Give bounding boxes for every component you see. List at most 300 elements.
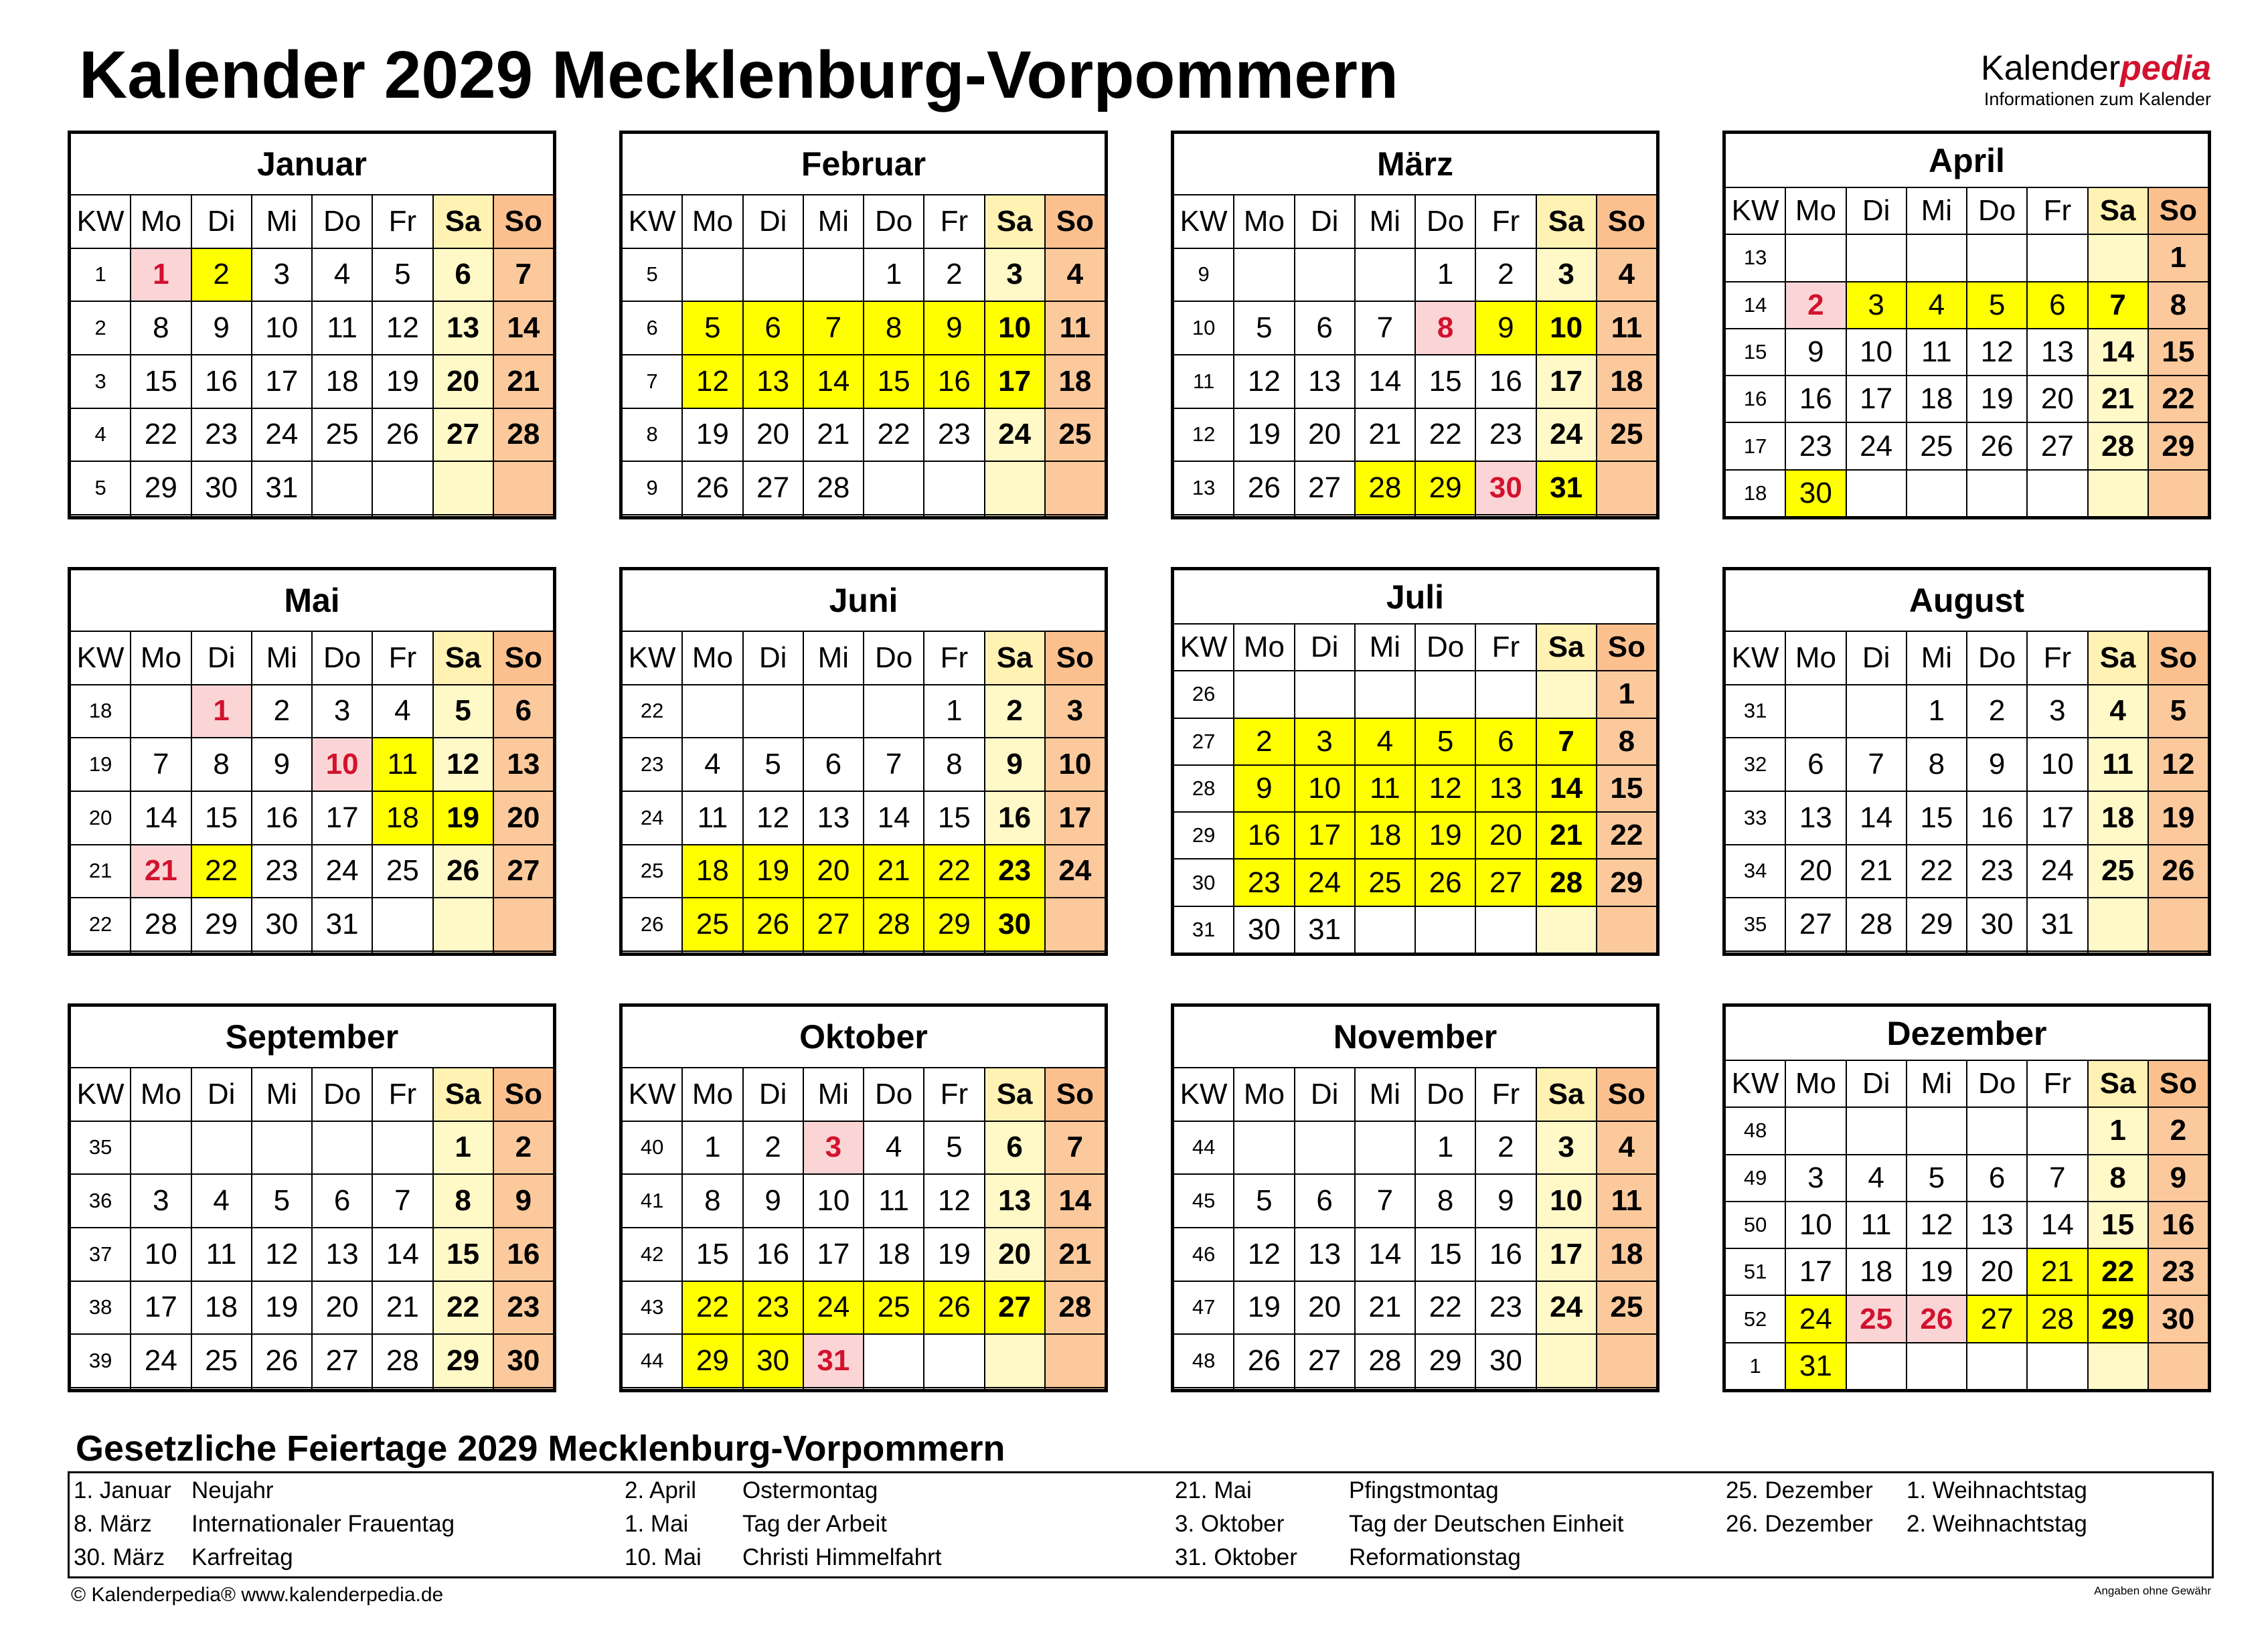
day-cell xyxy=(1536,906,1597,953)
weekday-header: Di xyxy=(1295,1068,1355,1121)
week-number: 44 xyxy=(622,1334,682,1388)
week-number xyxy=(622,951,682,953)
day-cell: 25 xyxy=(864,1281,924,1335)
day-cell: 29 xyxy=(2088,1295,2148,1342)
day-cell: 26 xyxy=(252,1334,312,1388)
day-cell: 27 xyxy=(1475,859,1536,906)
day-cell: 10 xyxy=(1536,301,1597,355)
day-cell xyxy=(743,1388,803,1390)
holiday-date: 26. Dezember xyxy=(1726,1511,1873,1537)
day-cell xyxy=(1295,515,1355,517)
day-cell: 24 xyxy=(1045,845,1105,898)
day-cell: 2 xyxy=(1785,282,1846,329)
day-cell xyxy=(924,1334,984,1388)
day-cell: 18 xyxy=(2088,791,2148,845)
day-cell: 16 xyxy=(2148,1202,2208,1248)
day-cell: 4 xyxy=(191,1174,252,1228)
week-row xyxy=(1173,408,1657,462)
day-cell: 27 xyxy=(1295,1334,1355,1388)
day-cell xyxy=(1967,470,2027,517)
month-februar xyxy=(619,131,1108,519)
month-name: August xyxy=(1725,570,2208,631)
day-cell: 11 xyxy=(2088,738,2148,791)
weekday-header: So xyxy=(2148,187,2208,234)
day-cell xyxy=(1907,1343,1967,1390)
day-cell: 27 xyxy=(2027,422,2087,469)
day-cell: 30 xyxy=(1475,461,1536,515)
day-cell: 29 xyxy=(1597,859,1657,906)
week-number: 46 xyxy=(1173,1228,1234,1281)
day-cell: 14 xyxy=(1355,1228,1415,1281)
weekday-header: Sa xyxy=(2088,631,2148,685)
day-cell: 24 xyxy=(312,845,372,898)
week-row xyxy=(1173,812,1657,859)
week-number: 26 xyxy=(1173,671,1234,718)
day-cell: 5 xyxy=(1907,1155,1967,1202)
holiday-date: 31. Oktober xyxy=(1175,1544,1297,1570)
day-cell: 17 xyxy=(1295,812,1355,859)
week-number: 22 xyxy=(70,898,131,951)
day-cell: 11 xyxy=(1597,301,1657,355)
day-cell xyxy=(924,461,984,515)
week-number xyxy=(1173,1388,1234,1390)
weekday-header: Di xyxy=(1846,187,1907,234)
day-cell xyxy=(2027,951,2087,953)
day-cell: 29 xyxy=(191,898,252,951)
day-cell: 4 xyxy=(1355,718,1415,765)
day-cell: 24 xyxy=(1536,1281,1597,1335)
day-cell: 2 xyxy=(985,685,1045,738)
day-cell: 3 xyxy=(1045,685,1105,738)
day-cell: 24 xyxy=(2027,845,2087,898)
day-cell xyxy=(372,898,432,951)
kw-header: KW xyxy=(622,195,682,248)
day-cell: 26 xyxy=(1907,1295,1967,1342)
week-row xyxy=(1725,282,2208,329)
day-cell: 2 xyxy=(1475,1121,1536,1175)
week-number: 42 xyxy=(622,1228,682,1281)
day-cell: 25 xyxy=(1045,408,1105,462)
day-cell: 22 xyxy=(2088,1248,2148,1295)
weekday-header: Di xyxy=(1295,624,1355,671)
day-cell xyxy=(1234,1121,1294,1175)
day-cell xyxy=(682,1388,742,1390)
day-cell xyxy=(1475,671,1536,718)
day-cell: 2 xyxy=(1967,685,2027,738)
day-cell: 14 xyxy=(493,301,554,355)
day-cell: 9 xyxy=(2148,1155,2208,1202)
month-name: März xyxy=(1173,133,1657,195)
day-cell: 1 xyxy=(2088,1107,2148,1154)
day-cell: 6 xyxy=(1475,718,1536,765)
day-cell: 8 xyxy=(433,1174,493,1228)
day-cell xyxy=(743,248,803,302)
day-cell: 9 xyxy=(1967,738,2027,791)
holidays-title: Gesetzliche Feiertage 2029 Mecklenburg-Vorpommern xyxy=(76,1428,1005,1469)
weekday-header: Di xyxy=(191,631,252,685)
week-row xyxy=(1173,355,1657,408)
month-name: Juli xyxy=(1173,570,1657,624)
day-cell: 27 xyxy=(312,1334,372,1388)
week-number: 9 xyxy=(622,461,682,515)
weekday-header: Mi xyxy=(252,195,312,248)
day-cell: 20 xyxy=(1967,1248,2027,1295)
day-cell: 12 xyxy=(924,1174,984,1228)
day-cell: 23 xyxy=(743,1281,803,1335)
week-row xyxy=(70,1228,554,1281)
holiday-name: Tag der Deutschen Einheit xyxy=(1349,1511,1624,1537)
day-cell: 2 xyxy=(191,248,252,302)
weekday-header: Mo xyxy=(1234,624,1294,671)
holiday-name: Internationaler Frauentag xyxy=(191,1511,455,1537)
day-cell: 27 xyxy=(433,408,493,462)
day-cell: 30 xyxy=(493,1334,554,1388)
day-cell xyxy=(493,461,554,515)
brand-logo[interactable] xyxy=(1981,48,2211,110)
day-cell: 17 xyxy=(1846,376,1907,422)
kw-header: KW xyxy=(1725,1060,1785,1107)
day-cell xyxy=(131,1388,191,1390)
weekday-header: So xyxy=(1597,624,1657,671)
day-cell: 14 xyxy=(1536,765,1597,812)
day-cell: 26 xyxy=(433,845,493,898)
day-cell xyxy=(864,685,924,738)
week-number: 49 xyxy=(1725,1155,1785,1202)
day-cell: 19 xyxy=(252,1281,312,1335)
week-row xyxy=(70,738,554,791)
day-cell xyxy=(1967,1343,2027,1390)
day-cell: 8 xyxy=(1415,1174,1475,1228)
day-cell xyxy=(191,951,252,953)
weekday-header: Mi xyxy=(252,631,312,685)
day-cell: 22 xyxy=(1907,845,1967,898)
day-cell xyxy=(372,1121,432,1175)
holiday-date: 30. März xyxy=(74,1544,165,1570)
day-cell: 8 xyxy=(924,738,984,791)
week-number: 48 xyxy=(1173,1334,1234,1388)
weekday-header: Mi xyxy=(1355,195,1415,248)
weekday-header: Sa xyxy=(985,1068,1045,1121)
day-cell: 14 xyxy=(2088,329,2148,376)
day-cell: 20 xyxy=(1295,1281,1355,1335)
day-cell: 30 xyxy=(252,898,312,951)
day-cell: 15 xyxy=(864,355,924,408)
day-cell: 12 xyxy=(2148,738,2208,791)
weekday-header: Fr xyxy=(1475,1068,1536,1121)
day-cell: 8 xyxy=(1597,718,1657,765)
weekday-header: Mo xyxy=(131,1068,191,1121)
week-number: 14 xyxy=(1725,282,1785,329)
day-cell: 21 xyxy=(1536,812,1597,859)
day-cell: 8 xyxy=(1907,738,1967,791)
month-name: Juni xyxy=(622,570,1105,631)
day-cell: 30 xyxy=(985,898,1045,951)
day-cell: 13 xyxy=(433,301,493,355)
day-cell: 7 xyxy=(1045,1121,1105,1175)
day-cell: 23 xyxy=(1967,845,2027,898)
day-cell: 3 xyxy=(803,1121,864,1175)
month-april xyxy=(1722,131,2211,519)
week-row xyxy=(1725,234,2208,281)
day-cell: 28 xyxy=(131,898,191,951)
day-cell: 13 xyxy=(1295,355,1355,408)
day-cell: 19 xyxy=(1234,408,1294,462)
week-row xyxy=(622,1281,1105,1335)
day-cell xyxy=(743,685,803,738)
week-row xyxy=(1725,1202,2208,1248)
week-row xyxy=(622,248,1105,302)
day-cell: 5 xyxy=(924,1121,984,1175)
day-cell: 11 xyxy=(1355,765,1415,812)
day-cell: 23 xyxy=(1785,422,1846,469)
day-cell xyxy=(682,248,742,302)
day-cell: 7 xyxy=(864,738,924,791)
day-cell: 26 xyxy=(1967,422,2027,469)
holiday-name: Reformationstag xyxy=(1349,1544,1521,1570)
day-cell: 24 xyxy=(131,1334,191,1388)
week-number: 21 xyxy=(70,845,131,898)
kw-header: KW xyxy=(1725,187,1785,234)
weekday-header: So xyxy=(493,631,554,685)
day-cell xyxy=(924,1388,984,1390)
day-cell: 17 xyxy=(2027,791,2087,845)
day-cell: 31 xyxy=(252,461,312,515)
day-cell: 12 xyxy=(1967,329,2027,376)
day-cell: 9 xyxy=(1785,329,1846,376)
day-cell: 5 xyxy=(1967,282,2027,329)
day-cell: 19 xyxy=(682,408,742,462)
day-cell: 13 xyxy=(1967,1202,2027,1248)
day-cell xyxy=(2027,1343,2087,1390)
day-cell: 14 xyxy=(372,1228,432,1281)
day-cell: 25 xyxy=(682,898,742,951)
weekday-header: Di xyxy=(1846,1060,1907,1107)
day-cell xyxy=(131,1121,191,1175)
day-cell: 19 xyxy=(743,845,803,898)
day-cell: 16 xyxy=(252,791,312,845)
day-cell xyxy=(493,898,554,951)
day-cell: 25 xyxy=(312,408,372,462)
weekday-header: So xyxy=(2148,631,2208,685)
week-row xyxy=(622,951,1105,953)
week-row xyxy=(1725,329,2208,376)
weekday-header: Sa xyxy=(985,195,1045,248)
week-row xyxy=(1173,515,1657,517)
day-cell: 6 xyxy=(1785,738,1846,791)
day-cell: 18 xyxy=(1355,812,1415,859)
day-cell: 8 xyxy=(191,738,252,791)
week-number: 35 xyxy=(1725,898,1785,951)
week-number: 1 xyxy=(70,248,131,302)
day-cell: 5 xyxy=(1415,718,1475,765)
day-cell: 5 xyxy=(372,248,432,302)
day-cell: 28 xyxy=(1355,461,1415,515)
day-cell xyxy=(372,515,432,517)
week-number: 35 xyxy=(70,1121,131,1175)
day-cell xyxy=(682,515,742,517)
week-number: 17 xyxy=(1725,422,1785,469)
day-cell xyxy=(803,951,864,953)
weekday-header: So xyxy=(1597,1068,1657,1121)
day-cell: 19 xyxy=(1415,812,1475,859)
day-cell: 2 xyxy=(2148,1107,2208,1154)
week-number: 20 xyxy=(70,791,131,845)
week-row xyxy=(1725,898,2208,951)
day-cell: 20 xyxy=(433,355,493,408)
day-cell xyxy=(1295,248,1355,302)
day-cell: 11 xyxy=(1045,301,1105,355)
week-number: 27 xyxy=(1173,718,1234,765)
day-cell: 1 xyxy=(1597,671,1657,718)
week-row xyxy=(70,685,554,738)
day-cell xyxy=(1355,515,1415,517)
day-cell xyxy=(252,515,312,517)
day-cell: 29 xyxy=(2148,422,2208,469)
day-cell: 6 xyxy=(2027,282,2087,329)
day-cell: 12 xyxy=(252,1228,312,1281)
day-cell xyxy=(191,515,252,517)
week-row xyxy=(622,408,1105,462)
day-cell: 22 xyxy=(1415,408,1475,462)
day-cell: 23 xyxy=(1475,408,1536,462)
day-cell: 17 xyxy=(312,791,372,845)
week-number: 48 xyxy=(1725,1107,1785,1154)
day-cell: 14 xyxy=(1045,1174,1105,1228)
day-cell: 27 xyxy=(985,1281,1045,1335)
weekday-header: So xyxy=(493,195,554,248)
day-cell xyxy=(372,951,432,953)
day-cell xyxy=(985,461,1045,515)
day-cell: 26 xyxy=(2148,845,2208,898)
weekday-header: Mi xyxy=(1355,624,1415,671)
week-number: 36 xyxy=(70,1174,131,1228)
day-cell xyxy=(433,461,493,515)
month-name: Februar xyxy=(622,133,1105,195)
day-cell xyxy=(1536,671,1597,718)
weekday-header: Fr xyxy=(2027,1060,2087,1107)
day-cell xyxy=(372,461,432,515)
week-number: 1 xyxy=(1725,1343,1785,1390)
month-name: Oktober xyxy=(622,1006,1105,1068)
day-cell: 3 xyxy=(252,248,312,302)
day-cell: 10 xyxy=(1785,1202,1846,1248)
day-cell xyxy=(1234,248,1294,302)
day-cell xyxy=(682,951,742,953)
weekday-header: Fr xyxy=(372,1068,432,1121)
day-cell: 13 xyxy=(1475,765,1536,812)
day-cell: 3 xyxy=(1785,1155,1846,1202)
week-row xyxy=(622,685,1105,738)
day-cell: 19 xyxy=(924,1228,984,1281)
weekday-header: Fr xyxy=(372,631,432,685)
kw-header: KW xyxy=(1173,1068,1234,1121)
day-cell: 8 xyxy=(2148,282,2208,329)
day-cell: 31 xyxy=(1785,1343,1846,1390)
day-cell xyxy=(2148,898,2208,951)
week-row xyxy=(1725,470,2208,517)
day-cell: 12 xyxy=(743,791,803,845)
day-cell: 20 xyxy=(1785,845,1846,898)
day-cell: 5 xyxy=(1234,301,1294,355)
day-cell: 6 xyxy=(1295,301,1355,355)
day-cell: 8 xyxy=(2088,1155,2148,1202)
day-cell: 28 xyxy=(2027,1295,2087,1342)
weekday-header: Do xyxy=(312,195,372,248)
day-cell: 4 xyxy=(1597,248,1657,302)
day-cell: 26 xyxy=(924,1281,984,1335)
week-row xyxy=(1173,248,1657,302)
day-cell: 14 xyxy=(803,355,864,408)
day-cell xyxy=(2088,951,2148,953)
day-cell: 22 xyxy=(433,1281,493,1335)
day-cell xyxy=(493,951,554,953)
month-name: Mai xyxy=(70,570,554,631)
day-cell: 10 xyxy=(131,1228,191,1281)
week-row xyxy=(70,1281,554,1335)
day-cell: 23 xyxy=(493,1281,554,1335)
day-cell: 25 xyxy=(372,845,432,898)
week-number: 34 xyxy=(1725,845,1785,898)
kw-header: KW xyxy=(70,195,131,248)
day-cell: 18 xyxy=(372,791,432,845)
day-cell: 13 xyxy=(2027,329,2087,376)
week-row xyxy=(1725,1343,2208,1390)
day-cell xyxy=(2148,951,2208,953)
day-cell xyxy=(252,1121,312,1175)
day-cell xyxy=(1415,515,1475,517)
day-cell xyxy=(252,1388,312,1390)
day-cell xyxy=(1475,906,1536,953)
weekday-header: Mo xyxy=(131,631,191,685)
weekday-header: Mo xyxy=(682,1068,742,1121)
day-cell: 10 xyxy=(252,301,312,355)
week-row xyxy=(1173,461,1657,515)
day-cell: 5 xyxy=(1234,1174,1294,1228)
day-cell xyxy=(1234,671,1294,718)
day-cell: 20 xyxy=(743,408,803,462)
week-row xyxy=(1173,1281,1657,1335)
day-cell xyxy=(864,515,924,517)
day-cell xyxy=(1415,671,1475,718)
day-cell: 11 xyxy=(682,791,742,845)
weekday-header: Do xyxy=(312,1068,372,1121)
week-row xyxy=(622,301,1105,355)
day-cell: 10 xyxy=(1295,765,1355,812)
day-cell: 6 xyxy=(433,248,493,302)
holiday-name: Tag der Arbeit xyxy=(742,1511,887,1537)
day-cell: 24 xyxy=(252,408,312,462)
day-cell: 3 xyxy=(1295,718,1355,765)
day-cell: 17 xyxy=(252,355,312,408)
month-august xyxy=(1722,567,2211,956)
day-cell: 4 xyxy=(1597,1121,1657,1175)
day-cell: 24 xyxy=(1846,422,1907,469)
week-row xyxy=(622,1334,1105,1388)
day-cell xyxy=(924,951,984,953)
day-cell: 30 xyxy=(191,461,252,515)
page-title: Kalender 2029 Mecklenburg-Vorpommern xyxy=(79,37,1398,112)
week-number xyxy=(70,951,131,953)
day-cell: 9 xyxy=(1234,765,1294,812)
week-number: 13 xyxy=(1173,461,1234,515)
day-cell xyxy=(1907,951,1967,953)
day-cell: 24 xyxy=(985,408,1045,462)
weekday-header: Mo xyxy=(1785,1060,1846,1107)
day-cell: 20 xyxy=(803,845,864,898)
day-cell xyxy=(1785,951,1846,953)
day-cell: 16 xyxy=(1234,812,1294,859)
day-cell: 19 xyxy=(1907,1248,1967,1295)
